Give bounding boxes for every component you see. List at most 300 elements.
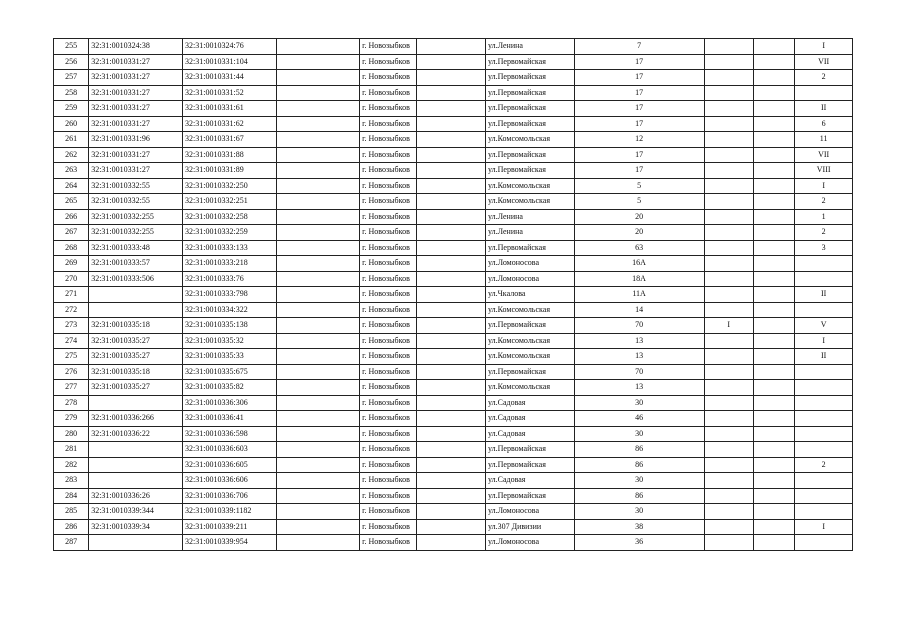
parent-cadastral-number-cell: 32:31:0010331:27 <box>89 85 183 101</box>
blank-column-a-cell <box>276 380 359 396</box>
building-number-cell <box>704 411 753 427</box>
street-cell: ул.Садовая <box>485 395 574 411</box>
row-number-cell: 281 <box>54 442 89 458</box>
locality-cell: г. Новозыбков <box>360 442 417 458</box>
parent-cadastral-number-cell <box>89 473 183 489</box>
house-number-cell: 86 <box>574 488 704 504</box>
house-number-cell: 30 <box>574 504 704 520</box>
row-number-cell: 273 <box>54 318 89 334</box>
row-number-cell: 277 <box>54 380 89 396</box>
row-number-cell: 279 <box>54 411 89 427</box>
row-number-cell: 263 <box>54 163 89 179</box>
locality-cell: г. Новозыбков <box>360 256 417 272</box>
premise-number-cell <box>795 85 853 101</box>
locality-cell: г. Новозыбков <box>360 488 417 504</box>
row-number-cell: 276 <box>54 364 89 380</box>
blank-column-c-cell <box>753 395 795 411</box>
house-number-cell: 7 <box>574 39 704 55</box>
blank-column-c-cell <box>753 256 795 272</box>
parent-cadastral-number-cell: 32:31:0010332:55 <box>89 194 183 210</box>
cadastral-number-cell: 32:31:0010335:33 <box>183 349 277 365</box>
blank-column-a-cell <box>276 163 359 179</box>
building-number-cell <box>704 39 753 55</box>
premise-number-cell: 2 <box>795 225 853 241</box>
locality-cell: г. Новозыбков <box>360 457 417 473</box>
blank-column-a-cell <box>276 473 359 489</box>
blank-column-c-cell <box>753 225 795 241</box>
blank-column-c-cell <box>753 380 795 396</box>
parent-cadastral-number-cell: 32:31:0010333:57 <box>89 256 183 272</box>
street-cell: ул.Первомайская <box>485 240 574 256</box>
house-number-cell: 5 <box>574 178 704 194</box>
blank-column-c-cell <box>753 535 795 551</box>
row-number-cell: 269 <box>54 256 89 272</box>
street-cell: ул.Комсомольская <box>485 349 574 365</box>
building-number-cell <box>704 85 753 101</box>
parent-cadastral-number-cell <box>89 457 183 473</box>
building-number-cell <box>704 426 753 442</box>
building-number-cell: I <box>704 318 753 334</box>
table-row <box>54 132 853 148</box>
row-number-cell: 283 <box>54 473 89 489</box>
locality-cell: г. Новозыбков <box>360 163 417 179</box>
parent-cadastral-number-cell: 32:31:0010332:255 <box>89 209 183 225</box>
locality-cell: г. Новозыбков <box>360 209 417 225</box>
building-number-cell <box>704 364 753 380</box>
blank-column-a-cell <box>276 132 359 148</box>
locality-cell: г. Новозыбков <box>360 178 417 194</box>
premise-number-cell: VII <box>795 147 853 163</box>
street-cell: ул.307 Дивизии <box>485 519 574 535</box>
house-number-cell: 16А <box>574 256 704 272</box>
house-number-cell: 14 <box>574 302 704 318</box>
house-number-cell: 17 <box>574 101 704 117</box>
blank-column-a-cell <box>276 101 359 117</box>
blank-column-c-cell <box>753 240 795 256</box>
cadastral-number-cell: 32:31:0010339:1182 <box>183 504 277 520</box>
table-row <box>54 302 853 318</box>
parent-cadastral-number-cell: 32:31:0010331:96 <box>89 132 183 148</box>
blank-column-c-cell <box>753 442 795 458</box>
row-number-cell: 257 <box>54 70 89 86</box>
table-row <box>54 318 853 334</box>
locality-cell: г. Новозыбков <box>360 504 417 520</box>
premise-number-cell <box>795 256 853 272</box>
parent-cadastral-number-cell: 32:31:0010335:27 <box>89 380 183 396</box>
premise-number-cell: 2 <box>795 70 853 86</box>
blank-column-a-cell <box>276 54 359 70</box>
premise-number-cell: V <box>795 318 853 334</box>
locality-cell: г. Новозыбков <box>360 70 417 86</box>
cadastral-number-cell: 32:31:0010335:675 <box>183 364 277 380</box>
building-number-cell <box>704 178 753 194</box>
table-row <box>54 163 853 179</box>
blank-column-b-cell <box>416 442 485 458</box>
blank-column-a-cell <box>276 85 359 101</box>
cadastral-number-cell: 32:31:0010334:322 <box>183 302 277 318</box>
premise-number-cell: VII <box>795 54 853 70</box>
row-number-cell: 270 <box>54 271 89 287</box>
locality-cell: г. Новозыбков <box>360 116 417 132</box>
row-number-cell: 274 <box>54 333 89 349</box>
locality-cell: г. Новозыбков <box>360 411 417 427</box>
table-row <box>54 271 853 287</box>
parent-cadastral-number-cell: 32:31:0010336:26 <box>89 488 183 504</box>
blank-column-a-cell <box>276 225 359 241</box>
street-cell: ул.Первомайская <box>485 147 574 163</box>
parent-cadastral-number-cell: 32:31:0010333:48 <box>89 240 183 256</box>
parent-cadastral-number-cell <box>89 302 183 318</box>
blank-column-b-cell <box>416 473 485 489</box>
blank-column-c-cell <box>753 116 795 132</box>
premise-number-cell: I <box>795 178 853 194</box>
blank-column-a-cell <box>276 411 359 427</box>
table-row <box>54 395 853 411</box>
street-cell: ул.Чкалова <box>485 287 574 303</box>
blank-column-b-cell <box>416 85 485 101</box>
house-number-cell: 12 <box>574 132 704 148</box>
street-cell: ул.Ленина <box>485 225 574 241</box>
house-number-cell: 18А <box>574 271 704 287</box>
locality-cell: г. Новозыбков <box>360 132 417 148</box>
blank-column-b-cell <box>416 535 485 551</box>
parent-cadastral-number-cell: 32:31:0010333:506 <box>89 271 183 287</box>
street-cell: ул.Комсомольская <box>485 380 574 396</box>
row-number-cell: 287 <box>54 535 89 551</box>
table-row <box>54 349 853 365</box>
premise-number-cell <box>795 473 853 489</box>
street-cell: ул.Садовая <box>485 473 574 489</box>
blank-column-b-cell <box>416 504 485 520</box>
cadastral-number-cell: 32:31:0010336:306 <box>183 395 277 411</box>
cadastral-number-cell: 32:31:0010335:82 <box>183 380 277 396</box>
blank-column-b-cell <box>416 302 485 318</box>
street-cell: ул.Первомайская <box>485 85 574 101</box>
blank-column-b-cell <box>416 39 485 55</box>
table-row <box>54 101 853 117</box>
locality-cell: г. Новозыбков <box>360 519 417 535</box>
cadastral-number-cell: 32:31:0010333:76 <box>183 271 277 287</box>
street-cell: ул.Ленина <box>485 39 574 55</box>
blank-column-b-cell <box>416 194 485 210</box>
blank-column-a-cell <box>276 39 359 55</box>
table-row <box>54 519 853 535</box>
street-cell: ул.Первомайская <box>485 457 574 473</box>
parent-cadastral-number-cell: 32:31:0010335:27 <box>89 349 183 365</box>
house-number-cell: 36 <box>574 535 704 551</box>
table-row <box>54 54 853 70</box>
parent-cadastral-number-cell: 32:31:0010339:344 <box>89 504 183 520</box>
premise-number-cell <box>795 364 853 380</box>
premise-number-cell: II <box>795 287 853 303</box>
blank-column-b-cell <box>416 163 485 179</box>
locality-cell: г. Новозыбков <box>360 54 417 70</box>
cadastral-number-cell: 32:31:0010331:52 <box>183 85 277 101</box>
cadastral-number-cell: 32:31:0010331:89 <box>183 163 277 179</box>
table-row <box>54 364 853 380</box>
parent-cadastral-number-cell: 32:31:0010331:27 <box>89 70 183 86</box>
row-number-cell: 275 <box>54 349 89 365</box>
house-number-cell: 5 <box>574 194 704 210</box>
blank-column-a-cell <box>276 333 359 349</box>
premise-number-cell: 1 <box>795 209 853 225</box>
building-number-cell <box>704 70 753 86</box>
premise-number-cell: II <box>795 101 853 117</box>
locality-cell: г. Новозыбков <box>360 194 417 210</box>
street-cell: ул.Ломоносова <box>485 535 574 551</box>
row-number-cell: 260 <box>54 116 89 132</box>
house-number-cell: 17 <box>574 116 704 132</box>
blank-column-a-cell <box>276 256 359 272</box>
blank-column-a-cell <box>276 395 359 411</box>
row-number-cell: 272 <box>54 302 89 318</box>
street-cell: ул.Первомайская <box>485 70 574 86</box>
table-row <box>54 225 853 241</box>
premise-number-cell: VIII <box>795 163 853 179</box>
row-number-cell: 271 <box>54 287 89 303</box>
street-cell: ул.Комсомольская <box>485 333 574 349</box>
locality-cell: г. Новозыбков <box>360 318 417 334</box>
parent-cadastral-number-cell <box>89 287 183 303</box>
blank-column-b-cell <box>416 488 485 504</box>
locality-cell: г. Новозыбков <box>360 271 417 287</box>
row-number-cell: 262 <box>54 147 89 163</box>
blank-column-c-cell <box>753 333 795 349</box>
blank-column-b-cell <box>416 287 485 303</box>
locality-cell: г. Новозыбков <box>360 426 417 442</box>
premise-number-cell: I <box>795 333 853 349</box>
premise-number-cell <box>795 380 853 396</box>
parent-cadastral-number-cell: 32:31:0010331:27 <box>89 147 183 163</box>
parent-cadastral-number-cell <box>89 442 183 458</box>
house-number-cell: 20 <box>574 209 704 225</box>
parent-cadastral-number-cell: 32:31:0010331:27 <box>89 116 183 132</box>
blank-column-c-cell <box>753 39 795 55</box>
locality-cell: г. Новозыбков <box>360 85 417 101</box>
locality-cell: г. Новозыбков <box>360 39 417 55</box>
blank-column-c-cell <box>753 209 795 225</box>
blank-column-a-cell <box>276 519 359 535</box>
blank-column-b-cell <box>416 411 485 427</box>
cadastral-number-cell: 32:31:0010336:41 <box>183 411 277 427</box>
row-number-cell: 255 <box>54 39 89 55</box>
premise-number-cell: I <box>795 39 853 55</box>
blank-column-a-cell <box>276 488 359 504</box>
street-cell: ул.Садовая <box>485 426 574 442</box>
house-number-cell: 13 <box>574 380 704 396</box>
building-number-cell <box>704 256 753 272</box>
building-number-cell <box>704 395 753 411</box>
blank-column-b-cell <box>416 54 485 70</box>
house-number-cell: 86 <box>574 457 704 473</box>
cadastral-number-cell: 32:31:0010332:258 <box>183 209 277 225</box>
house-number-cell: 13 <box>574 333 704 349</box>
blank-column-c-cell <box>753 488 795 504</box>
table-row <box>54 457 853 473</box>
parent-cadastral-number-cell: 32:31:0010331:27 <box>89 101 183 117</box>
row-number-cell: 256 <box>54 54 89 70</box>
premise-number-cell: 3 <box>795 240 853 256</box>
building-number-cell <box>704 442 753 458</box>
cadastral-number-cell: 32:31:0010332:250 <box>183 178 277 194</box>
blank-column-c-cell <box>753 70 795 86</box>
building-number-cell <box>704 240 753 256</box>
row-number-cell: 285 <box>54 504 89 520</box>
parent-cadastral-number-cell: 32:31:0010324:38 <box>89 39 183 55</box>
blank-column-b-cell <box>416 318 485 334</box>
blank-column-b-cell <box>416 70 485 86</box>
row-number-cell: 266 <box>54 209 89 225</box>
blank-column-c-cell <box>753 287 795 303</box>
registry-table <box>53 38 853 551</box>
blank-column-a-cell <box>276 302 359 318</box>
premise-number-cell: II <box>795 349 853 365</box>
row-number-cell: 265 <box>54 194 89 210</box>
cadastral-number-cell: 32:31:0010331:88 <box>183 147 277 163</box>
table-row <box>54 256 853 272</box>
blank-column-c-cell <box>753 473 795 489</box>
premise-number-cell <box>795 488 853 504</box>
parent-cadastral-number-cell: 32:31:0010339:34 <box>89 519 183 535</box>
parent-cadastral-number-cell: 32:31:0010335:18 <box>89 364 183 380</box>
building-number-cell <box>704 473 753 489</box>
street-cell: ул.Первомайская <box>485 442 574 458</box>
cadastral-number-cell: 32:31:0010336:605 <box>183 457 277 473</box>
premise-number-cell <box>795 271 853 287</box>
table-row <box>54 380 853 396</box>
house-number-cell: 46 <box>574 411 704 427</box>
locality-cell: г. Новозыбков <box>360 225 417 241</box>
blank-column-b-cell <box>416 457 485 473</box>
building-number-cell <box>704 504 753 520</box>
house-number-cell: 17 <box>574 85 704 101</box>
building-number-cell <box>704 209 753 225</box>
blank-column-b-cell <box>416 101 485 117</box>
row-number-cell: 261 <box>54 132 89 148</box>
cadastral-number-cell: 32:31:0010339:211 <box>183 519 277 535</box>
street-cell: ул.Комсомольская <box>485 132 574 148</box>
cadastral-number-cell: 32:31:0010335:32 <box>183 333 277 349</box>
table-row <box>54 488 853 504</box>
building-number-cell <box>704 457 753 473</box>
street-cell: ул.Ломоносова <box>485 504 574 520</box>
blank-column-c-cell <box>753 519 795 535</box>
building-number-cell <box>704 147 753 163</box>
blank-column-c-cell <box>753 132 795 148</box>
row-number-cell: 284 <box>54 488 89 504</box>
house-number-cell: 38 <box>574 519 704 535</box>
house-number-cell: 86 <box>574 442 704 458</box>
parent-cadastral-number-cell: 32:31:0010332:255 <box>89 225 183 241</box>
locality-cell: г. Новозыбков <box>360 364 417 380</box>
table-row <box>54 333 853 349</box>
street-cell: ул.Ломоносова <box>485 271 574 287</box>
blank-column-c-cell <box>753 504 795 520</box>
premise-number-cell: I <box>795 519 853 535</box>
parent-cadastral-number-cell: 32:31:0010336:266 <box>89 411 183 427</box>
cadastral-number-cell: 32:31:0010336:598 <box>183 426 277 442</box>
premise-number-cell <box>795 442 853 458</box>
blank-column-b-cell <box>416 178 485 194</box>
table-row <box>54 147 853 163</box>
table-row <box>54 194 853 210</box>
street-cell: ул.Первомайская <box>485 54 574 70</box>
blank-column-c-cell <box>753 318 795 334</box>
blank-column-a-cell <box>276 426 359 442</box>
house-number-cell: 20 <box>574 225 704 241</box>
locality-cell: г. Новозыбков <box>360 535 417 551</box>
parent-cadastral-number-cell <box>89 535 183 551</box>
street-cell: ул.Первомайская <box>485 101 574 117</box>
blank-column-a-cell <box>276 116 359 132</box>
street-cell: ул.Комсомольская <box>485 302 574 318</box>
blank-column-a-cell <box>276 457 359 473</box>
premise-number-cell <box>795 504 853 520</box>
building-number-cell <box>704 225 753 241</box>
blank-column-b-cell <box>416 349 485 365</box>
parent-cadastral-number-cell: 32:31:0010335:18 <box>89 318 183 334</box>
building-number-cell <box>704 333 753 349</box>
locality-cell: г. Новозыбков <box>360 349 417 365</box>
row-number-cell: 278 <box>54 395 89 411</box>
locality-cell: г. Новозыбков <box>360 380 417 396</box>
building-number-cell <box>704 380 753 396</box>
building-number-cell <box>704 101 753 117</box>
building-number-cell <box>704 519 753 535</box>
house-number-cell: 17 <box>574 54 704 70</box>
row-number-cell: 258 <box>54 85 89 101</box>
locality-cell: г. Новозыбков <box>360 395 417 411</box>
cadastral-number-cell: 32:31:0010336:606 <box>183 473 277 489</box>
street-cell: ул.Комсомольская <box>485 178 574 194</box>
blank-column-b-cell <box>416 426 485 442</box>
blank-column-b-cell <box>416 132 485 148</box>
blank-column-a-cell <box>276 240 359 256</box>
blank-column-c-cell <box>753 302 795 318</box>
parent-cadastral-number-cell: 32:31:0010336:22 <box>89 426 183 442</box>
blank-column-c-cell <box>753 364 795 380</box>
street-cell: ул.Комсомольская <box>485 194 574 210</box>
cadastral-number-cell: 32:31:0010333:798 <box>183 287 277 303</box>
blank-column-a-cell <box>276 504 359 520</box>
blank-column-b-cell <box>416 147 485 163</box>
premise-number-cell <box>795 426 853 442</box>
premise-number-cell <box>795 302 853 318</box>
parent-cadastral-number-cell: 32:31:0010335:27 <box>89 333 183 349</box>
building-number-cell <box>704 54 753 70</box>
row-number-cell: 282 <box>54 457 89 473</box>
table-row <box>54 442 853 458</box>
row-number-cell: 286 <box>54 519 89 535</box>
row-number-cell: 267 <box>54 225 89 241</box>
blank-column-a-cell <box>276 318 359 334</box>
blank-column-b-cell <box>416 380 485 396</box>
blank-column-c-cell <box>753 426 795 442</box>
blank-column-b-cell <box>416 256 485 272</box>
parent-cadastral-number-cell: 32:31:0010331:27 <box>89 54 183 70</box>
street-cell: ул.Первомайская <box>485 488 574 504</box>
street-cell: ул.Ломоносова <box>485 256 574 272</box>
building-number-cell <box>704 163 753 179</box>
blank-column-c-cell <box>753 271 795 287</box>
blank-column-c-cell <box>753 194 795 210</box>
locality-cell: г. Новозыбков <box>360 147 417 163</box>
building-number-cell <box>704 349 753 365</box>
street-cell: ул.Первомайская <box>485 163 574 179</box>
building-number-cell <box>704 302 753 318</box>
building-number-cell <box>704 488 753 504</box>
cadastral-number-cell: 32:31:0010331:67 <box>183 132 277 148</box>
